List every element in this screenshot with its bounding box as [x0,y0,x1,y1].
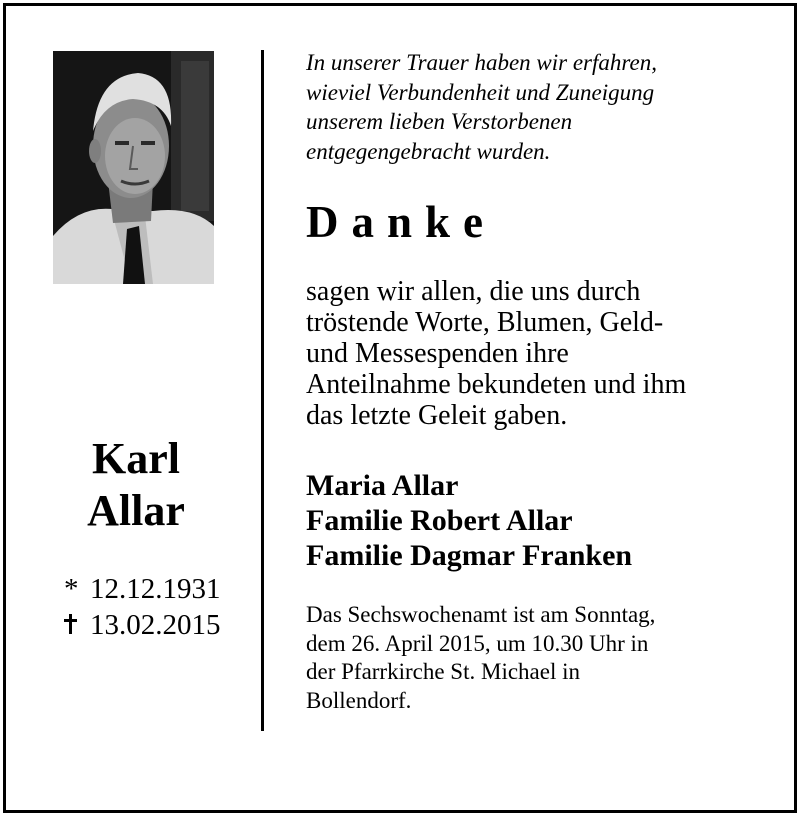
thanks-line: das letzte Geleit gaben. [306,400,568,431]
signature-line: Familie Robert Allar [306,504,573,537]
service-line: Bollendorf. [306,687,412,713]
thanks-line: Anteilnahme bekundeten und ihm [306,369,687,400]
life-dates [64,571,221,643]
danke-heading: Danke [306,197,497,247]
deceased-first-name: Karl [92,434,180,483]
vertical-divider [261,50,264,731]
thanks-line: sagen wir allen, die uns durch [306,276,641,307]
signature-line: Familie Dagmar Franken [306,539,633,572]
intro-line: In unserer Trauer haben wir erfahren, [306,50,657,75]
thanks-line: tröstende Worte, Blumen, Geld- [306,307,664,338]
signatures [306,468,632,573]
service-line: der Pfarrkirche St. Michael in [306,659,580,684]
thanks-text [306,276,776,431]
service-line: Das Sechswochenamt ist am Sonntag, [306,602,656,627]
intro-line: wieviel Verbundenheit und Zuneigung [306,79,655,105]
portrait-image [53,51,214,284]
portrait-photo [53,51,214,284]
obituary-card [3,3,797,813]
service-line: dem 26. April 2015, um 10.30 Uhr in [306,630,649,656]
birth-date: 12.12.1931 [90,573,221,605]
service-notice [306,601,776,715]
deceased-last-name: Allar [87,486,185,535]
birth-date-line [64,571,221,607]
thanks-line: und Messespenden ihre [306,338,569,369]
intro-line: entgegengebracht wurden. [306,138,551,164]
death-date: 13.02.2015 [90,609,221,641]
cross-icon [64,614,76,634]
birth-symbol: * [64,573,79,605]
signature-line: Maria Allar [306,469,459,502]
intro-text [306,48,766,166]
intro-line: unserem lieben Verstorbenen [306,109,573,134]
death-date-line [64,607,221,643]
